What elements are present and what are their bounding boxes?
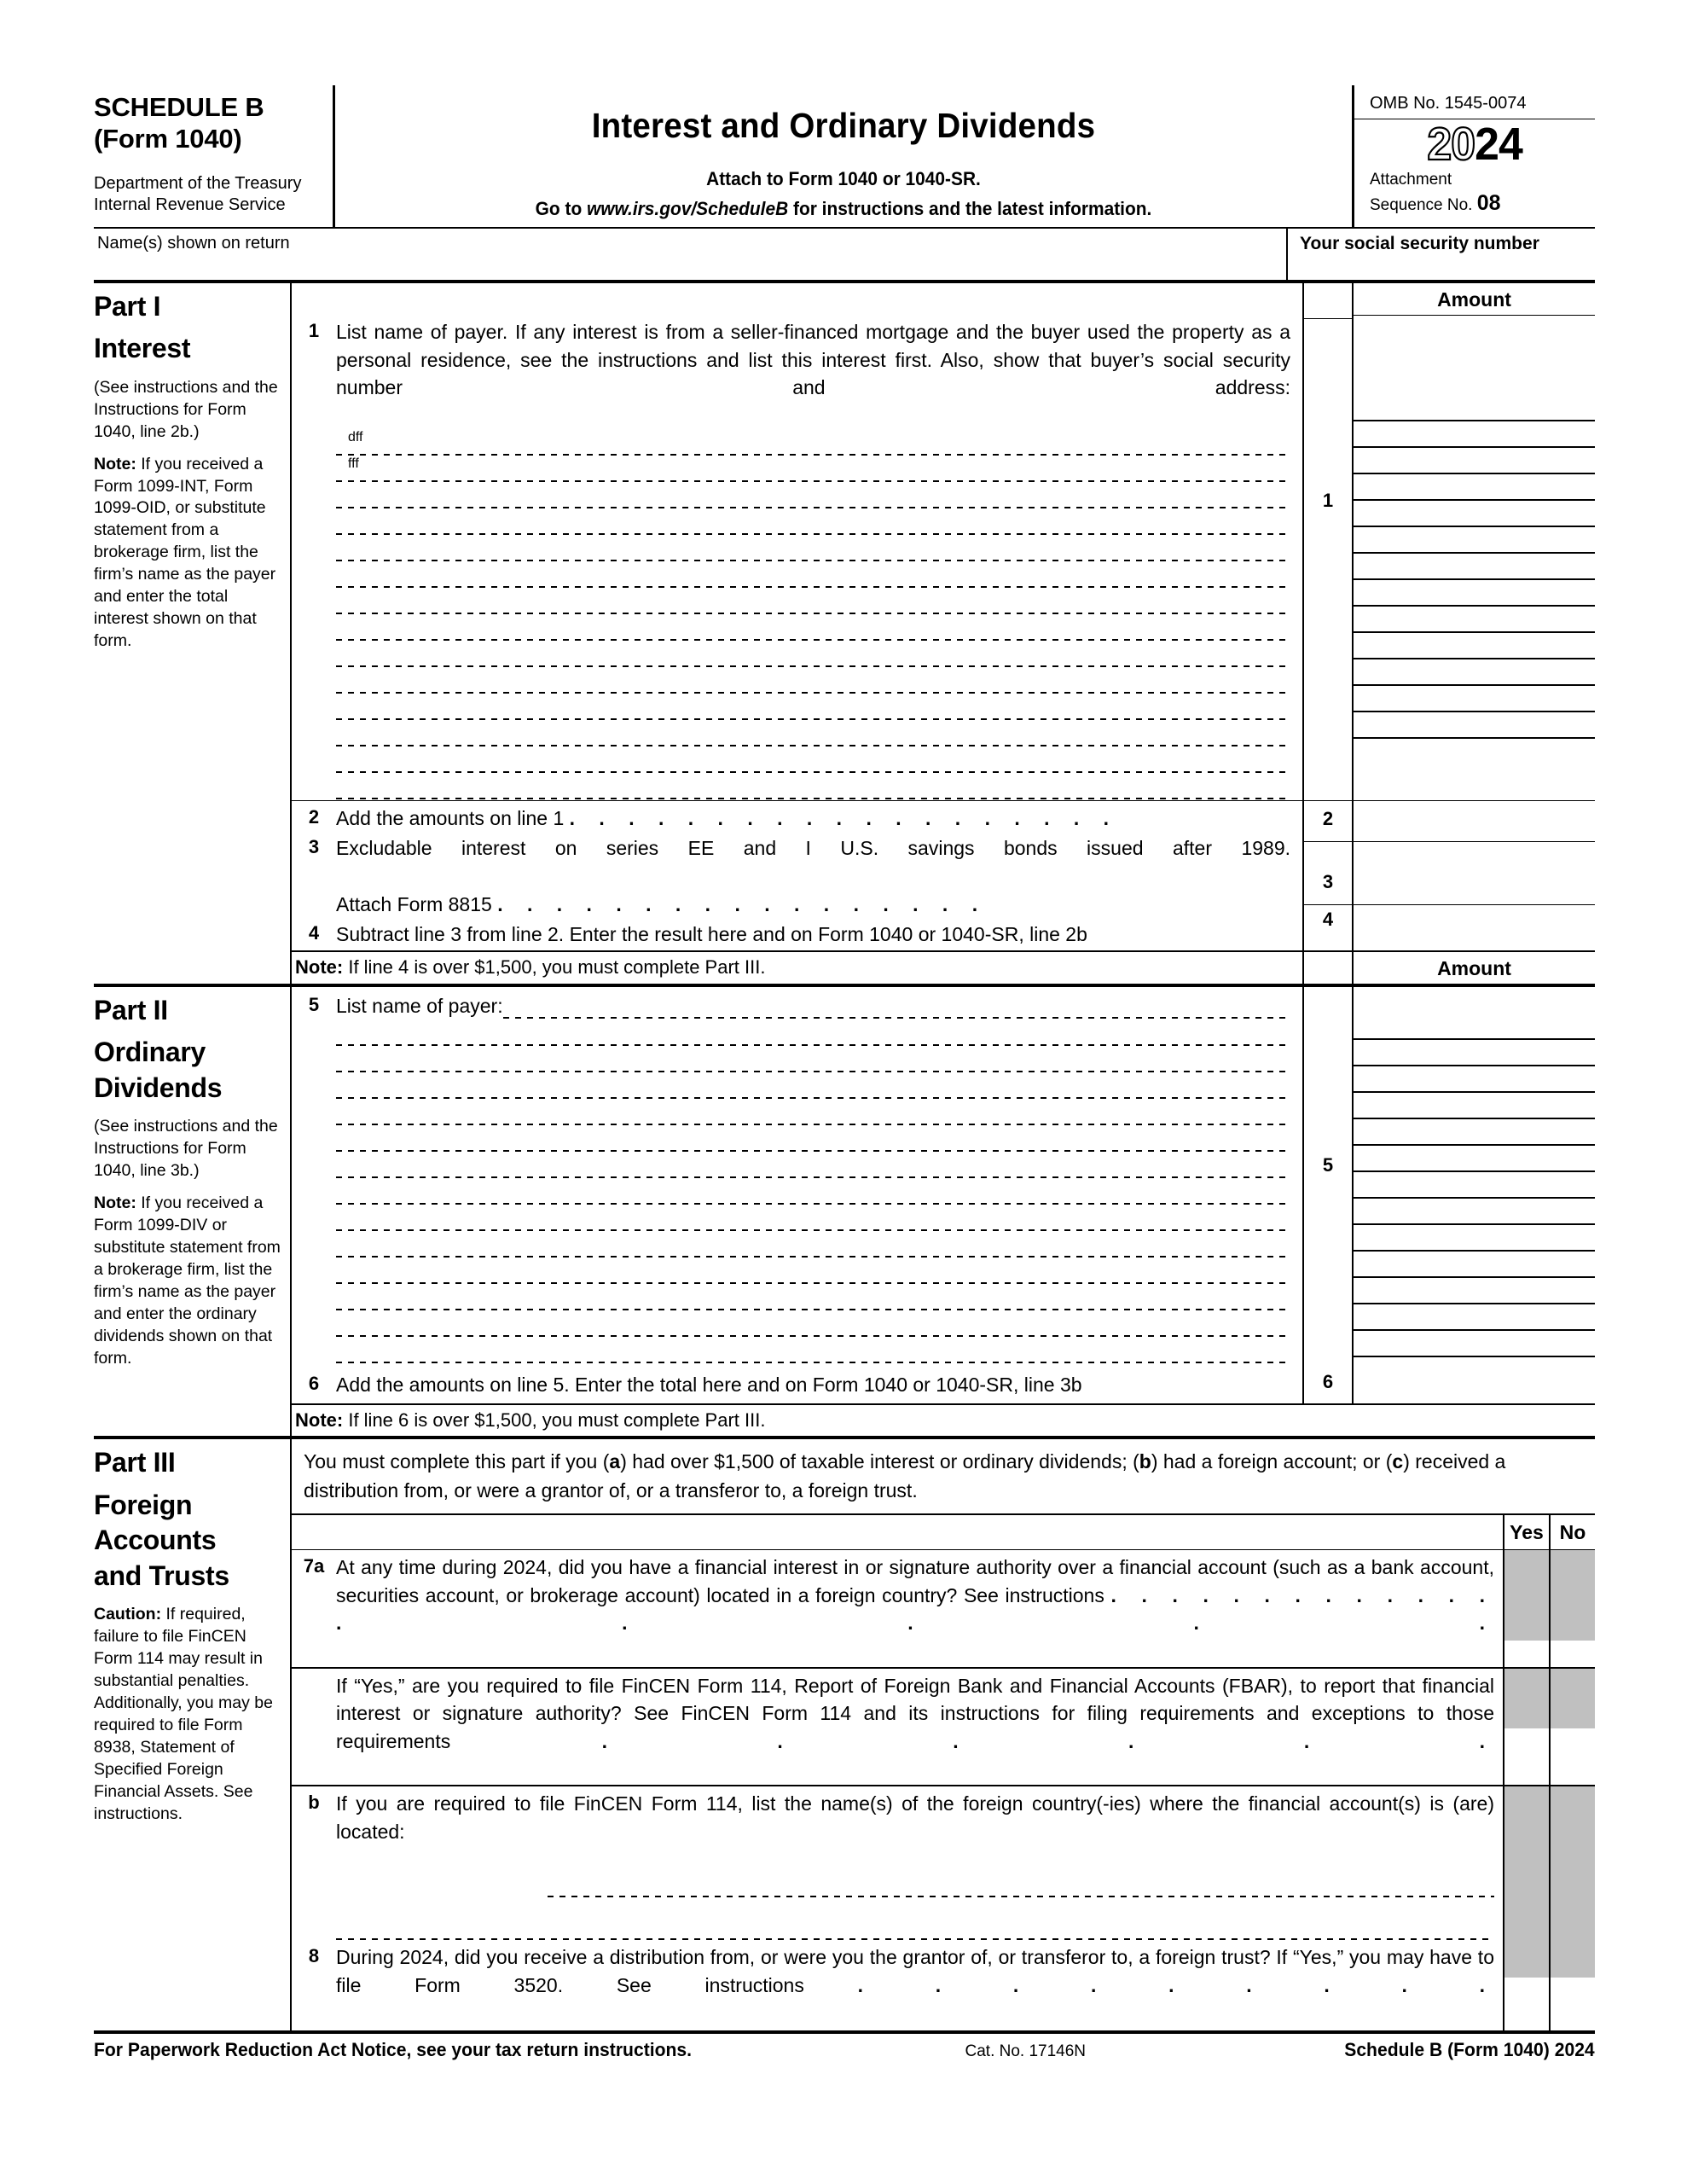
part-1-note <box>94 454 283 653</box>
dividend-entry-row[interactable] <box>336 1153 1290 1179</box>
part-1-note-text: If you received a Form 1099-INT, Form 1099-OID, or substitute statement from a brokerage firm, list the firm’s name as the payer and enter the total interest shown on that form. <box>94 454 276 650</box>
payer-entry-value[interactable] <box>336 562 348 577</box>
department-line2: Internal Revenue Service <box>94 195 286 214</box>
part-1-note-bar-row <box>94 950 1595 984</box>
line-6-row <box>292 1369 1302 1401</box>
dividend-entry-row[interactable] <box>336 1258 1290 1285</box>
irs-url[interactable]: www.irs.gov/ScheduleB <box>587 198 789 219</box>
line-5-number: 5 <box>308 993 320 1015</box>
question-7a-row <box>292 1549 1595 1667</box>
dividend-entry-row[interactable] <box>336 1020 1290 1047</box>
question-7b-country-value-1[interactable] <box>548 1873 554 1893</box>
part-1-totals-section <box>94 800 1595 950</box>
line-3-text-line2 <box>336 891 1290 919</box>
part-2-amount-cells <box>1354 987 1595 1357</box>
part-1-line-number-column <box>1302 283 1352 800</box>
part-1-left-spacer <box>94 800 290 950</box>
part-3-intro-b: a <box>609 1450 621 1473</box>
question-7a-continuation-text <box>336 1672 1494 1784</box>
payer-entry-value[interactable] <box>336 668 348 682</box>
line-6-amount-cell[interactable] <box>1354 1369 1595 1403</box>
part-2-note-left-spacer <box>94 1403 290 1436</box>
line-5-label: List name of payer: <box>336 994 503 1017</box>
payer-entry-row[interactable] <box>336 509 1290 536</box>
part-3-left-column <box>94 1439 290 2030</box>
question-8-leader-dots: . . . . . . . . . <box>857 1974 1494 1997</box>
yes-column-header: Yes <box>1503 1515 1549 1549</box>
dividend-entry-row[interactable] <box>336 1232 1290 1258</box>
payer-entry-value[interactable] <box>336 615 348 630</box>
dividend-entry-value[interactable] <box>336 1205 348 1220</box>
dividend-entry-value[interactable] <box>336 1179 348 1194</box>
part-2-note <box>94 1193 283 1369</box>
question-7a-leader-dots: . . . . . . . . . . . . . . . . . . <box>336 1583 1494 1635</box>
part-2-content-column <box>290 987 1302 1370</box>
part-2-closing-note-bold: Note: <box>295 1409 344 1432</box>
part-3-name-line2: Accounts <box>94 1525 217 1556</box>
line-1-number: 1 <box>308 320 320 341</box>
dividend-entry-row[interactable] <box>336 1285 1290 1311</box>
form-sheet <box>94 85 1595 2061</box>
line-6-box-number: 6 <box>1322 1371 1334 1393</box>
question-7a-number: 7a <box>303 1555 325 1577</box>
line-4-row <box>292 918 1302 950</box>
part-2-name-line1: Ordinary <box>94 1037 206 1068</box>
tax-year-short: 24 <box>1475 119 1522 170</box>
part-2-label: Part II <box>94 994 168 1025</box>
line-2-amount-cell[interactable] <box>1354 800 1595 841</box>
goto-prefix: Go to <box>535 198 588 219</box>
question-7b-country-input-1[interactable] <box>548 1873 1494 1897</box>
part-2-left-column <box>94 987 290 1370</box>
amount-cell[interactable] <box>1354 501 1595 527</box>
attachment-sequence-label: Sequence No. <box>1370 195 1473 214</box>
dividend-entry-row[interactable] <box>336 1047 1290 1073</box>
question-7b-country-value-2[interactable] <box>336 1916 343 1936</box>
line-6-section <box>94 1369 1595 1403</box>
dividend-entry-row[interactable] <box>336 1100 1290 1126</box>
part-1-totals-content <box>290 800 1302 950</box>
part-1-closing-note-bold: Note: <box>295 956 344 978</box>
form-footer <box>94 2030 1595 2061</box>
tax-year-block <box>1354 119 1595 171</box>
shaded-block <box>1551 1550 1595 1641</box>
payer-entry-value[interactable] <box>336 642 348 656</box>
part-2-name-line2: Dividends <box>94 1072 223 1103</box>
attachment-label-line1: Attachment <box>1370 171 1452 189</box>
amount-cell[interactable] <box>1354 1304 1595 1331</box>
line-3-leader-dots: . . . . . . . . . . . . . . . . . <box>497 892 988 915</box>
name-ssn-row <box>94 229 1595 283</box>
part-1-left-column <box>94 283 290 800</box>
line-4-box-number: 4 <box>1322 908 1334 930</box>
payer-entry-row[interactable] <box>336 694 1290 721</box>
question-7a-cont-no-cell[interactable] <box>1549 1669 1595 1786</box>
line-4-amount-cell[interactable] <box>1354 904 1595 939</box>
part-1-totals-amount-column <box>1352 800 1595 950</box>
question-8-text-block <box>292 1942 1503 2030</box>
part-3-caution <box>94 1604 283 1825</box>
question-8-number: 8 <box>308 1945 320 1967</box>
part-2-left-tail <box>94 1369 290 1403</box>
department-block <box>94 173 324 215</box>
dividend-entry-value[interactable] <box>336 1153 348 1167</box>
payer-entry-row[interactable] <box>336 774 1290 800</box>
payer-entry-value[interactable]: dff <box>348 429 363 444</box>
part-3-intro-a: You must complete this part if you ( <box>304 1450 610 1473</box>
question-7b-text-block <box>292 1786 1503 1942</box>
question-7b-no-cell <box>1549 1786 1595 1942</box>
question-8-text <box>336 1943 1494 2027</box>
header-center-block <box>333 85 1352 227</box>
dividend-entry-value[interactable] <box>336 1232 348 1246</box>
ssn-label: Your social security number <box>1300 234 1539 253</box>
shaded-block <box>1504 1942 1549 1978</box>
shaded-block <box>1551 1669 1595 1728</box>
dividend-entry-row[interactable] <box>336 1179 1290 1205</box>
part-3-label: Part III <box>94 1447 176 1478</box>
part-3-intro <box>292 1439 1595 1513</box>
payer-entry-row[interactable] <box>336 589 1290 615</box>
amount-cell[interactable] <box>1354 554 1595 580</box>
form-main-title: Interest and Ordinary Dividends <box>591 106 1096 145</box>
part-1-amount-cells <box>1354 316 1595 739</box>
part-2-section <box>94 987 1595 1370</box>
part-1-closing-note-text: If line 4 is over $1,500, you must complete Part III. <box>343 956 766 978</box>
payer-entry-value[interactable] <box>336 536 348 550</box>
tax-year <box>1427 119 1522 170</box>
part-3-name-line1: Foreign <box>94 1489 193 1520</box>
part-3-intro-g: ) received a distribution from, or were a grantor of, or a transferor to, a foreign trust. <box>304 1450 1506 1502</box>
schedule-title-line2: (Form 1040) <box>94 123 242 154</box>
part-1-amount-column <box>1352 283 1595 800</box>
payer-entry-row[interactable] <box>336 721 1290 747</box>
line-2-box-number: 2 <box>1322 807 1334 829</box>
dividend-entry-value[interactable] <box>336 1100 348 1114</box>
question-7a-yes-cell[interactable] <box>1503 1550 1549 1667</box>
line-4-text: Subtract line 3 from line 2. Enter the result here and on Form 1040 or 1040-SR, line 2b <box>336 923 1087 946</box>
name-label: Name(s) shown on return <box>97 234 290 253</box>
schedule-title <box>94 92 324 154</box>
payer-entry-row[interactable] <box>336 456 1290 483</box>
part-3-name-line3: and Trusts <box>94 1560 229 1591</box>
payer-entry-value[interactable] <box>336 721 348 735</box>
dividend-entry-value[interactable] <box>336 1258 348 1273</box>
amount-cell[interactable] <box>1354 1199 1595 1225</box>
payer-entry-row[interactable] <box>336 615 1290 642</box>
shaded-block <box>1504 1550 1549 1641</box>
amount-cell[interactable] <box>1354 633 1595 659</box>
amount-cell[interactable] <box>1354 1225 1595 1252</box>
amount-cell[interactable] <box>1354 448 1595 474</box>
schedule-title-line1: SCHEDULE B <box>94 92 264 122</box>
dividend-entry-value[interactable] <box>336 1338 348 1352</box>
attach-to-line: Attach to Form 1040 or 1040-SR. <box>706 168 981 189</box>
question-7a-cont-label: If “Yes,” are you required to file FinCEN Form 114, Report of Foreign Bank and Financial Accounts (FBAR), to report that financial interest or signature authority? See FinCEN Form 114 and its instructions for filing requirements and exceptions to those requirements <box>336 1674 1494 1753</box>
payer-entry-value[interactable] <box>336 774 348 788</box>
line-3-number: 3 <box>308 836 320 858</box>
part-2-note-bar-row <box>94 1403 1595 1436</box>
dividend-entry-row[interactable] <box>336 1205 1290 1232</box>
line-4-number: 4 <box>308 922 320 944</box>
amount-cell[interactable] <box>1354 421 1595 448</box>
amount-cell[interactable] <box>1354 1040 1595 1066</box>
line-3-amount-cell[interactable] <box>1354 841 1595 904</box>
part-1-closing-note <box>292 950 1302 983</box>
part-1-amount-header: Amount <box>1354 283 1595 316</box>
yes-no-header-row <box>292 1513 1595 1549</box>
part-2-amount-column <box>1352 987 1595 1370</box>
amount-cell[interactable] <box>1354 1066 1595 1093</box>
line-3-text-line1: Excludable interest on series EE and I U.S. savings bonds issued after 1989. <box>336 837 1290 860</box>
part-2-closing-note-text: If line 6 is over $1,500, you must complete Part III. <box>343 1409 766 1432</box>
question-8-no-cell[interactable] <box>1549 1942 1595 2030</box>
question-7a-cont-spacer <box>292 1672 336 1784</box>
part-2-note-number-spacer <box>1302 1403 1352 1436</box>
amount-cell[interactable] <box>1354 686 1595 712</box>
part-2-name <box>94 1035 283 1106</box>
part-1-note-left-spacer <box>94 950 290 984</box>
line-2-label: Add the amounts on line 1 <box>336 806 565 829</box>
payer-entry-value[interactable] <box>336 694 348 709</box>
line-5-box-number: 5 <box>1322 1153 1334 1176</box>
amount-cell[interactable] <box>1354 1093 1595 1119</box>
line-6-amount-cell-wrap <box>1352 1369 1595 1403</box>
part-1-content-column <box>290 283 1302 800</box>
line-2-leader-dots: . . . . . . . . . . . . . . . . . . . <box>569 806 1119 829</box>
payer-entry-value[interactable] <box>336 509 348 524</box>
dividend-entry-value[interactable] <box>336 1047 348 1061</box>
part-3-content-column <box>290 1439 1595 2030</box>
part-2-amount-header: Amount <box>1354 950 1595 984</box>
line-1-box-number: 1 <box>1322 490 1334 511</box>
part-1-note-bar <box>290 950 1302 984</box>
part-1-see-instructions: (See instructions and the Instructions for Form 1040, line 2b.) <box>94 377 278 441</box>
line-2-text <box>336 804 1302 833</box>
name-field-group[interactable] <box>94 229 1286 280</box>
line-3-row <box>292 832 1302 918</box>
line-5-row <box>292 987 1302 1020</box>
question-7a-cont-yes-cell[interactable] <box>1503 1669 1549 1786</box>
attachment-label-line2 <box>1370 190 1595 216</box>
part-3-caution-bold: Caution: <box>94 1605 162 1624</box>
header-left-block <box>94 85 333 227</box>
amount-cell[interactable] <box>1354 474 1595 501</box>
paperwork-notice: For Paperwork Reduction Act Notice, see your tax return instructions. <box>94 2039 693 2061</box>
dividend-entry-value[interactable] <box>336 1126 348 1141</box>
part-2-closing-note <box>292 1403 1302 1436</box>
line-2-number: 2 <box>308 805 320 828</box>
amount-cell[interactable] <box>1354 1278 1595 1304</box>
amount-cell[interactable] <box>1354 712 1595 739</box>
part-3-intro-e: ) had a foreign account; or ( <box>1151 1450 1393 1473</box>
dividend-entry-value[interactable] <box>336 1020 348 1035</box>
payer-entry-row[interactable] <box>336 562 1290 589</box>
payer-entry-value[interactable] <box>336 589 348 603</box>
amount-cell[interactable] <box>1354 1146 1595 1172</box>
line-3-box-number: 3 <box>1322 870 1334 892</box>
payer-entry-row[interactable] <box>336 430 1290 456</box>
dividend-entry-value[interactable] <box>336 1285 348 1299</box>
part-3-intro-d: b <box>1139 1450 1151 1473</box>
line-5-entry-list <box>292 1020 1302 1364</box>
payer-entry-value[interactable] <box>336 747 348 762</box>
part-2-note-text: If you received a Form 1099-DIV or substitute statement from a brokerage firm, list the firm’s name as the payer and enter the ordinary dividends shown on that form. <box>94 1194 281 1368</box>
dividend-entry-value[interactable] <box>336 1311 348 1326</box>
question-7a-text-block <box>292 1550 1503 1667</box>
amount-cell[interactable] <box>1354 1331 1595 1357</box>
dividend-entry-row[interactable] <box>336 1073 1290 1100</box>
payer-entry-row[interactable] <box>336 668 1290 694</box>
amount-cell[interactable] <box>1354 607 1595 633</box>
part-3-section <box>94 1439 1595 2030</box>
header-right-block <box>1352 85 1595 227</box>
form-footer-id: Schedule B (Form 1040) 2024 <box>1344 2039 1595 2061</box>
shaded-block <box>1551 1942 1595 1978</box>
amount-cell[interactable] <box>1354 527 1595 554</box>
question-7a-text <box>336 1554 1494 1665</box>
no-column-header: No <box>1549 1515 1595 1549</box>
part-2-note-amount-spacer <box>1352 1403 1595 1436</box>
amount-cell[interactable] <box>1354 1172 1595 1199</box>
question-7a-cont-text-block <box>292 1669 1503 1786</box>
part-2-amount-header-cell <box>1352 950 1595 984</box>
part-2-line-number-column <box>1302 987 1352 1370</box>
part-1-label: Part I <box>94 291 161 322</box>
line-1-entry-list <box>292 430 1302 800</box>
dividend-entry-row[interactable] <box>336 1126 1290 1153</box>
department-line1: Department of the Treasury <box>94 174 302 194</box>
question-7b-number: b <box>308 1792 320 1814</box>
attachment-sequence-block <box>1354 171 1595 222</box>
question-8-label: During 2024, did you receive a distribution from, or were you the grantor of, or transferor to, a foreign trust? If “Yes,” you may have to file Form 3520. See instructions <box>336 1946 1494 1997</box>
amount-cell[interactable] <box>1354 1119 1595 1146</box>
payer-entry-value[interactable] <box>336 483 348 497</box>
part-1-section <box>94 283 1595 800</box>
amount-cell[interactable] <box>1354 1252 1595 1278</box>
part-2-note-bold: Note: <box>94 1194 136 1213</box>
amount-cell[interactable] <box>1354 580 1595 607</box>
question-7b-text: If you are required to file FinCEN Form 114, list the name(s) of the foreign country(-ies) where the financial account(s) is (are) located: <box>336 1792 1494 1844</box>
payer-entry-value[interactable]: fff <box>348 456 359 471</box>
part-2-note-bar <box>290 1403 1302 1436</box>
payer-entry-row[interactable] <box>336 747 1290 774</box>
question-7b-country-input-2[interactable] <box>336 1916 1494 1940</box>
line-6-number-column <box>1302 1369 1352 1403</box>
question-7a-label: At any time during 2024, did you have a financial interest in or signature authority over a financial account (such as a bank account, securities account, or brokerage account) located in a foreign country? See instructions <box>336 1556 1494 1606</box>
line-5-first-entry[interactable] <box>503 996 1290 1019</box>
part-1-note-bold: Note: <box>94 454 136 473</box>
question-7a-continuation-row <box>292 1667 1595 1786</box>
part-1-totals-number-column <box>1302 800 1352 950</box>
part-3-caution-text: If required, failure to file FinCEN Form 114 may result in substantial penalties. Additionally, you may be required to file Form 8938, Statement of Specified Foreign Financial Assets. See instructions. <box>94 1605 273 1823</box>
amount-cell[interactable] <box>1354 395 1595 421</box>
line-5-instruction <box>336 992 1302 1020</box>
part-3-intro-c: ) had over $1,500 of taxable interest or ordinary dividends; ( <box>620 1450 1139 1473</box>
line-1-instruction: List name of payer. If any interest is from a seller-financed mortgage and the buyer used the property as a personal residence, see the instructions and list this interest first. Also, show that buyer’s social security number and address: <box>336 321 1290 399</box>
line-2-row <box>292 800 1302 833</box>
question-7b-row <box>292 1785 1595 1942</box>
part-3-intro-f: c <box>1392 1450 1404 1473</box>
line-6-number: 6 <box>308 1373 320 1395</box>
line-1-row <box>292 318 1302 430</box>
part-1-note-number-spacer <box>1302 950 1352 984</box>
line-6-content <box>290 1369 1302 1403</box>
line-3-label: Attach Form 8815 <box>336 892 492 915</box>
tax-year-century: 20 <box>1427 119 1475 170</box>
part-3-name <box>94 1488 283 1594</box>
dividend-entry-row[interactable] <box>336 1311 1290 1338</box>
question-8-row <box>292 1942 1595 2030</box>
payer-entry-row[interactable] <box>336 536 1290 562</box>
question-7a-cont-leader-dots: . . . . . . <box>601 1730 1494 1753</box>
goto-suffix: for instructions and the latest information. <box>788 198 1152 219</box>
payer-entry-row[interactable] <box>336 483 1290 509</box>
line-6-text: Add the amounts on line 5. Enter the total here and on Form 1040 or 1040-SR, line 3b <box>336 1374 1082 1397</box>
omb-number: OMB No. 1545-0074 <box>1354 85 1595 119</box>
amount-cell[interactable] <box>1354 1014 1595 1040</box>
payer-entry-row[interactable] <box>336 642 1290 668</box>
goto-url-line <box>370 198 1317 220</box>
question-7a-no-cell[interactable] <box>1549 1550 1595 1667</box>
attachment-sequence-number: 08 <box>1476 190 1501 215</box>
form-header <box>94 85 1595 229</box>
shaded-block <box>1504 1669 1549 1728</box>
part-1-name: Interest <box>94 333 191 364</box>
dividend-entry-value[interactable] <box>336 1073 348 1088</box>
dividend-entry-row[interactable] <box>336 1338 1290 1364</box>
line-3-text <box>336 834 1302 918</box>
part-2-see-instructions: (See instructions and the Instructions for Form 1040, line 3b.) <box>94 1117 278 1181</box>
ssn-field-group[interactable] <box>1286 229 1595 280</box>
question-7b-yes-cell <box>1503 1786 1549 1942</box>
amount-cell[interactable] <box>1354 659 1595 686</box>
catalog-number: Cat. No. 17146N <box>965 2042 1087 2061</box>
question-8-yes-cell[interactable] <box>1503 1942 1549 2030</box>
